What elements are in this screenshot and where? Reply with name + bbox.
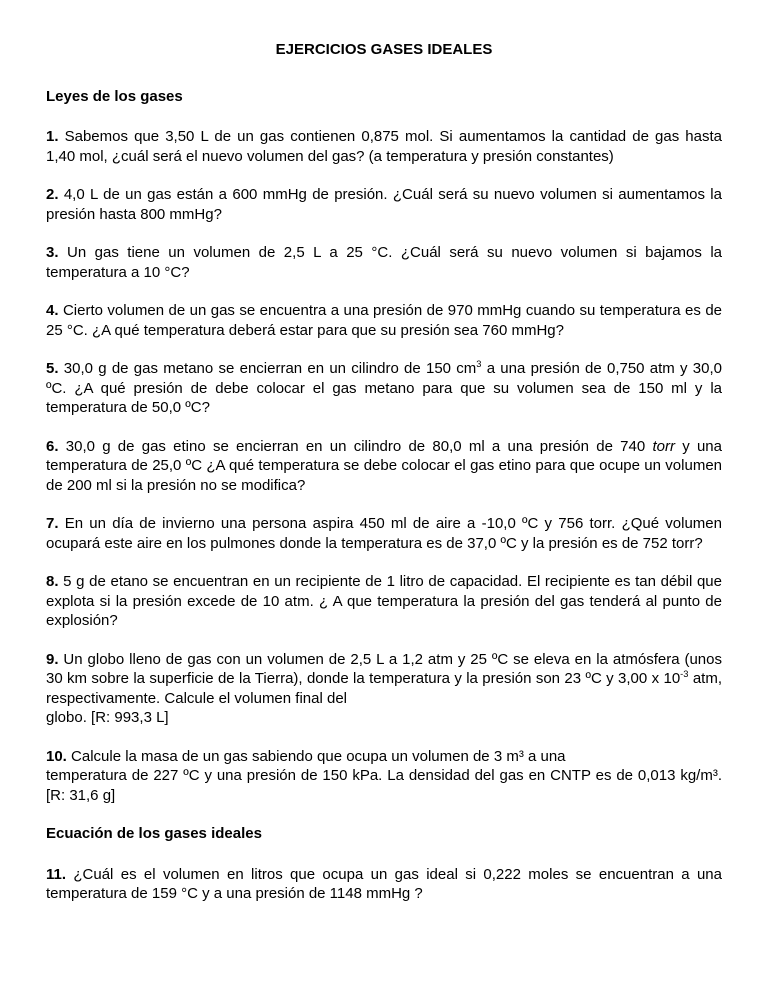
problem-text: globo. [R: 993,3 L] [46, 709, 169, 726]
problem-text: 4,0 L de un gas están a 600 mmHg de presión. ¿Cuál será su nuevo volumen si aumentamos la presión hasta 800 mmHg? [46, 186, 722, 223]
problem-paragraph [46, 437, 722, 496]
problem-number: 11. [46, 865, 67, 883]
problem-text: -3 [680, 669, 689, 679]
document-title: EJERCICIOS GASES IDEALES [275, 41, 493, 58]
problem-number: 7. [46, 515, 59, 532]
problem-text: Un globo lleno de gas con un volumen de 2,5 L a 1,2 atm y 25 ºC se eleva en la atmósfera (unos 30 km sobre la superficie de la Tierra), donde la temperatura y la presión son 23 ºC y 3,00 x 10 [46, 650, 722, 687]
problem-paragraph [46, 127, 722, 166]
problem-text: temperatura de 227 ºC y una presión de 150 kPa. La densidad del gas en CNTP es de 0,013 kg/m³. [R: 31,6 g] [46, 767, 722, 804]
problem-text: Sabemos que 3,50 L de un gas contienen 0,875 mol. Si aumentamos la cantidad de gas hasta 1,40 mol, ¿cuál será el nuevo volumen del gas? (a temperatura y presión constantes) [46, 128, 722, 165]
problem-text: 30,0 g de gas metano se encierran en un cilindro de 150 cm [58, 360, 477, 377]
section-heading: Ecuación de los gases ideales [46, 825, 262, 842]
problem-number: 6. [46, 437, 59, 455]
problem-paragraph [46, 359, 722, 418]
problem-text: torr [652, 437, 675, 455]
section-heading: Leyes de los gases [46, 87, 183, 105]
section [46, 87, 722, 806]
document-sections [46, 87, 722, 904]
problem-paragraph [46, 865, 722, 904]
problem-text: y una temperatura de 25,0 ºC ¿A qué temperatura se debe colocar el gas etino para que ocupe un volumen de 200 ml si la presión no se modifica? [46, 437, 722, 494]
problem-paragraph [46, 747, 722, 806]
problem-text: ¿Cuál es el volumen en litros que ocupa un gas ideal si 0,222 moles se encuentran a una temperatura de 159 °C y a una presión de 1148 mmHg ? [46, 865, 722, 902]
problem-number: 5. [46, 360, 59, 377]
problem-paragraph [46, 185, 722, 224]
problem-text: 3 [476, 359, 482, 369]
problem-number: 3. [46, 244, 59, 261]
problem-text: 5 g de etano se encuentran en un recipiente de 1 litro de capacidad. El recipiente es tan débil que explota si la presión excede de 10 atm. ¿ A que temperatura la presión del gas tenderá al punto de explosión? [46, 573, 722, 629]
problem-text: Calcule la masa de un gas sabiendo que ocupa un volumen de 3 m³ a una [66, 747, 566, 765]
problem-paragraph [46, 243, 722, 282]
problem-text: Un gas tiene un volumen de 2,5 L a 25 °C. ¿Cuál será su nuevo volumen si bajamos la temperatura a 10 °C? [46, 244, 722, 281]
problem-number: 9. [46, 650, 59, 668]
problem-text: En un día de invierno una persona aspira 450 ml de aire a -10,0 ºC y 756 torr. ¿Qué volumen ocupará este aire en los pulmones donde la temperatura es de 37,0 ºC y la presión es de 752 torr? [46, 515, 722, 552]
problem-paragraph [46, 301, 722, 340]
problem-number: 2. [46, 186, 59, 203]
problem-number: 8. [46, 573, 59, 590]
problem-number: 4. [46, 302, 59, 319]
problem-text: 30,0 g de gas etino se encierran en un cilindro de 80,0 ml a una presión de 740 [58, 437, 653, 455]
problem-text: a una presión de 0,750 atm y 30,0 ºC. ¿A qué presión de debe colocar el gas metano para que su volumen sea de 150 ml y la temperatura de 50,0 ºC? [46, 360, 722, 416]
problem-text: atm, respectivamente. Calcule el volumen final del [46, 670, 723, 707]
section [46, 824, 722, 904]
problem-paragraph [46, 572, 722, 631]
problem-paragraph [46, 514, 722, 553]
problem-paragraph [46, 650, 722, 728]
problem-number: 1. [46, 128, 59, 145]
problem-number: 10. [46, 747, 67, 765]
problem-text: Cierto volumen de un gas se encuentra a una presión de 970 mmHg cuando su temperatura es de 25 °C. ¿A qué temperatura deberá estar para que su presión sea 760 mmHg? [46, 302, 722, 339]
